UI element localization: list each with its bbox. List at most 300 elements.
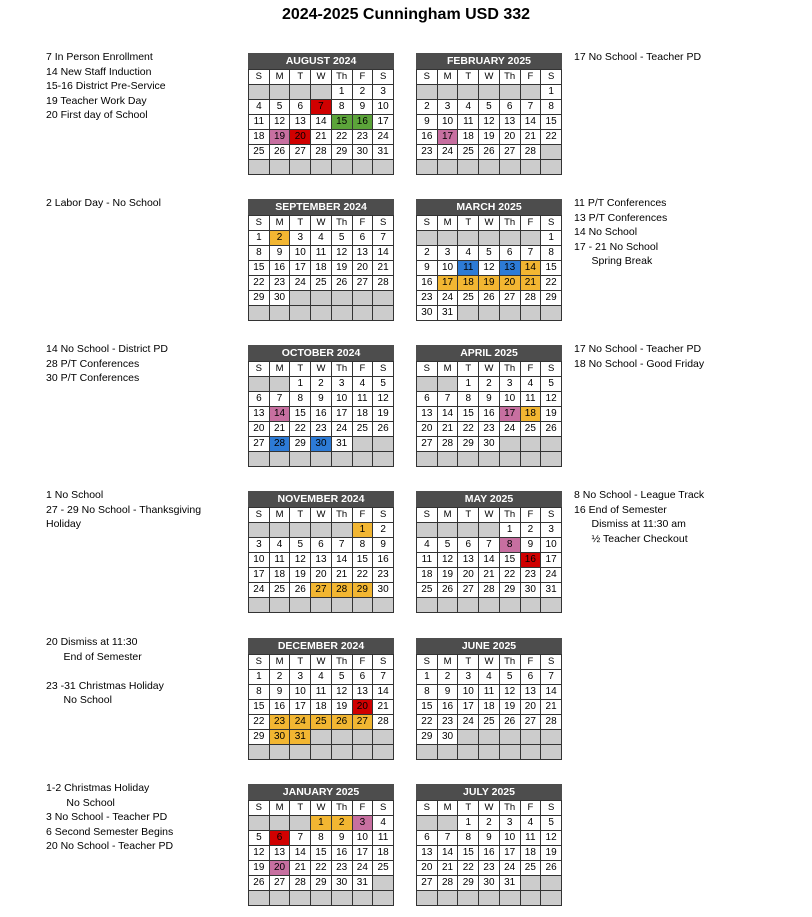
day-cell: 16	[331, 846, 352, 861]
weekday-label: S	[541, 508, 562, 523]
day-cell: 28	[520, 145, 541, 160]
day-cell: 30	[417, 306, 438, 321]
empty-cell	[311, 85, 332, 100]
empty-cell	[331, 160, 352, 175]
day-cell: 20	[311, 568, 332, 583]
notes-april: 17 No School - Teacher PD 18 No School - Good Friday	[574, 343, 705, 370]
day-cell: 29	[311, 876, 332, 891]
day-cell: 26	[479, 145, 500, 160]
day-cell: 19	[437, 568, 458, 583]
empty-cell	[311, 523, 332, 538]
day-cell: 16	[352, 115, 373, 130]
day-cell: 10	[352, 831, 373, 846]
day-cell: 25	[373, 861, 394, 876]
day-cell: 11	[479, 685, 500, 700]
day-cell: 17	[499, 407, 520, 422]
empty-cell	[331, 306, 352, 321]
day-cell: 15	[290, 407, 311, 422]
weekday-label: S	[417, 801, 438, 816]
month-header: JUNE 2025	[416, 638, 562, 654]
day-cell: 18	[417, 568, 438, 583]
day-cell: 14	[331, 553, 352, 568]
empty-cell	[458, 730, 479, 745]
empty-cell	[499, 891, 520, 906]
day-cell: 29	[331, 145, 352, 160]
weekday-label: T	[458, 508, 479, 523]
weekday-label: W	[479, 216, 500, 231]
day-cell: 29	[290, 437, 311, 452]
empty-cell	[352, 598, 373, 613]
month-grid	[416, 69, 562, 175]
day-cell: 3	[499, 816, 520, 831]
empty-cell	[373, 876, 394, 891]
day-cell: 2	[417, 246, 438, 261]
day-cell: 12	[499, 685, 520, 700]
day-cell: 10	[458, 685, 479, 700]
day-cell: 24	[290, 276, 311, 291]
day-cell: 7	[373, 670, 394, 685]
page-title: 2024-2025 Cunningham USD 332	[281, 6, 531, 23]
day-cell: 2	[520, 523, 541, 538]
month-grid	[416, 800, 562, 906]
day-cell: 17	[437, 276, 458, 291]
day-cell: 10	[541, 538, 562, 553]
weekday-label: T	[290, 508, 311, 523]
day-cell: 17	[373, 115, 394, 130]
day-cell: 10	[373, 100, 394, 115]
day-cell: 18	[373, 846, 394, 861]
day-cell: 25	[311, 715, 332, 730]
weekday-label: W	[479, 70, 500, 85]
weekday-label: F	[520, 801, 541, 816]
empty-cell	[373, 730, 394, 745]
day-cell: 5	[249, 831, 270, 846]
empty-cell	[417, 598, 438, 613]
day-cell: 6	[417, 831, 438, 846]
day-cell: 13	[352, 685, 373, 700]
day-cell: 24	[373, 130, 394, 145]
day-cell: 2	[417, 100, 438, 115]
day-cell: 26	[269, 145, 290, 160]
month-grid	[416, 361, 562, 467]
day-cell: 4	[352, 377, 373, 392]
empty-cell	[520, 876, 541, 891]
day-cell: 1	[458, 377, 479, 392]
calendar-february-2025	[416, 53, 562, 175]
day-cell: 5	[499, 670, 520, 685]
day-cell: 15	[249, 700, 270, 715]
day-cell: 11	[520, 831, 541, 846]
day-cell: 8	[541, 100, 562, 115]
empty-cell	[249, 377, 270, 392]
day-cell: 24	[290, 715, 311, 730]
day-cell: 9	[437, 685, 458, 700]
day-cell: 15	[541, 261, 562, 276]
day-cell: 24	[499, 861, 520, 876]
day-cell: 21	[331, 568, 352, 583]
empty-cell	[352, 730, 373, 745]
day-cell: 23	[417, 291, 438, 306]
empty-cell	[249, 452, 270, 467]
empty-cell	[373, 306, 394, 321]
empty-cell	[520, 745, 541, 760]
day-cell: 18	[520, 407, 541, 422]
day-cell: 30	[437, 730, 458, 745]
day-cell: 9	[269, 246, 290, 261]
day-cell: 15	[458, 407, 479, 422]
empty-cell	[269, 306, 290, 321]
day-cell: 27	[269, 876, 290, 891]
day-cell: 30	[373, 583, 394, 598]
day-cell: 8	[352, 538, 373, 553]
day-cell: 26	[373, 422, 394, 437]
empty-cell	[352, 160, 373, 175]
empty-cell	[373, 160, 394, 175]
empty-cell	[541, 306, 562, 321]
day-cell: 7	[437, 392, 458, 407]
day-cell: 14	[520, 115, 541, 130]
day-cell: 18	[479, 700, 500, 715]
day-cell: 21	[520, 276, 541, 291]
day-cell: 28	[311, 145, 332, 160]
day-cell: 15	[311, 846, 332, 861]
empty-cell	[249, 523, 270, 538]
day-cell: 3	[437, 246, 458, 261]
month-grid	[248, 215, 394, 321]
day-cell: 31	[352, 876, 373, 891]
weekday-label: S	[249, 508, 270, 523]
day-cell: 10	[437, 115, 458, 130]
empty-cell	[290, 745, 311, 760]
weekday-label: Th	[499, 216, 520, 231]
day-cell: 4	[520, 377, 541, 392]
weekday-label: T	[290, 70, 311, 85]
day-cell: 27	[249, 437, 270, 452]
day-cell: 15	[499, 553, 520, 568]
day-cell: 1	[352, 523, 373, 538]
day-cell: 17	[290, 700, 311, 715]
weekday-label: M	[269, 508, 290, 523]
month-header: NOVEMBER 2024	[248, 491, 394, 507]
weekday-label: M	[437, 508, 458, 523]
day-cell: 9	[520, 538, 541, 553]
day-cell: 28	[373, 276, 394, 291]
empty-cell	[269, 85, 290, 100]
day-cell: 1	[541, 231, 562, 246]
day-cell: 8	[499, 538, 520, 553]
day-cell: 5	[479, 100, 500, 115]
day-cell: 29	[352, 583, 373, 598]
weekday-label: M	[269, 801, 290, 816]
day-cell: 11	[352, 392, 373, 407]
empty-cell	[499, 745, 520, 760]
day-cell: 27	[458, 583, 479, 598]
calendar-july-2025	[416, 784, 562, 906]
day-cell: 8	[417, 685, 438, 700]
day-cell: 9	[352, 100, 373, 115]
day-cell: 11	[417, 553, 438, 568]
empty-cell	[417, 745, 438, 760]
empty-cell	[290, 598, 311, 613]
day-cell: 2	[437, 670, 458, 685]
day-cell: 21	[290, 861, 311, 876]
weekday-label: S	[249, 362, 270, 377]
day-cell: 2	[269, 670, 290, 685]
day-cell: 12	[249, 846, 270, 861]
empty-cell	[269, 160, 290, 175]
empty-cell	[437, 452, 458, 467]
calendar-january-2025	[248, 784, 394, 906]
day-cell: 30	[269, 291, 290, 306]
day-cell: 5	[541, 816, 562, 831]
day-cell: 17	[290, 261, 311, 276]
weekday-label: S	[249, 801, 270, 816]
empty-cell	[290, 523, 311, 538]
day-cell: 13	[417, 846, 438, 861]
day-cell: 31	[541, 583, 562, 598]
day-cell: 21	[373, 261, 394, 276]
day-cell: 22	[541, 130, 562, 145]
empty-cell	[520, 306, 541, 321]
day-cell: 26	[499, 715, 520, 730]
day-cell: 16	[479, 407, 500, 422]
day-cell: 11	[520, 392, 541, 407]
day-cell: 13	[499, 261, 520, 276]
day-cell: 25	[520, 861, 541, 876]
empty-cell	[417, 85, 438, 100]
day-cell: 6	[269, 831, 290, 846]
weekday-label: T	[458, 216, 479, 231]
calendar-june-2025	[416, 638, 562, 760]
weekday-label: M	[269, 70, 290, 85]
empty-cell	[520, 891, 541, 906]
day-cell: 10	[499, 392, 520, 407]
month-header: SEPTEMBER 2024	[248, 199, 394, 215]
weekday-label: S	[417, 655, 438, 670]
day-cell: 11	[249, 115, 270, 130]
day-cell: 31	[373, 145, 394, 160]
weekday-label: S	[249, 655, 270, 670]
day-cell: 27	[352, 276, 373, 291]
day-cell: 3	[290, 670, 311, 685]
empty-cell	[331, 745, 352, 760]
day-cell: 10	[499, 831, 520, 846]
day-cell: 5	[541, 377, 562, 392]
weekday-label: W	[311, 801, 332, 816]
day-cell: 1	[417, 670, 438, 685]
day-cell: 19	[249, 861, 270, 876]
weekday-label: T	[458, 70, 479, 85]
day-cell: 27	[520, 715, 541, 730]
empty-cell	[499, 85, 520, 100]
empty-cell	[520, 730, 541, 745]
day-cell: 27	[417, 437, 438, 452]
day-cell: 31	[499, 876, 520, 891]
day-cell: 22	[249, 715, 270, 730]
day-cell: 9	[417, 115, 438, 130]
empty-cell	[290, 306, 311, 321]
day-cell: 8	[249, 685, 270, 700]
day-cell: 12	[541, 831, 562, 846]
day-cell: 14	[479, 553, 500, 568]
day-cell: 3	[458, 670, 479, 685]
weekday-label: S	[373, 362, 394, 377]
weekday-label: W	[311, 216, 332, 231]
day-cell: 4	[249, 100, 270, 115]
empty-cell	[458, 891, 479, 906]
empty-cell	[458, 523, 479, 538]
day-cell: 7	[437, 831, 458, 846]
day-cell: 24	[437, 291, 458, 306]
empty-cell	[311, 452, 332, 467]
day-cell: 4	[373, 816, 394, 831]
day-cell: 6	[458, 538, 479, 553]
day-cell: 13	[417, 407, 438, 422]
day-cell: 27	[352, 715, 373, 730]
weekday-label: M	[269, 655, 290, 670]
day-cell: 2	[479, 377, 500, 392]
day-cell: 10	[290, 246, 311, 261]
empty-cell	[249, 160, 270, 175]
day-cell: 1	[290, 377, 311, 392]
day-cell: 24	[331, 422, 352, 437]
day-cell: 15	[352, 553, 373, 568]
day-cell: 12	[290, 553, 311, 568]
notes-december: 20 Dismiss at 11:30 End of Semester 23 -31 Christmas Holiday No School	[46, 636, 164, 707]
month-header: AUGUST 2024	[248, 53, 394, 69]
day-cell: 6	[352, 231, 373, 246]
day-cell: 15	[458, 846, 479, 861]
day-cell: 14	[541, 685, 562, 700]
day-cell: 29	[458, 437, 479, 452]
day-cell: 16	[479, 846, 500, 861]
empty-cell	[499, 598, 520, 613]
empty-cell	[373, 452, 394, 467]
empty-cell	[373, 437, 394, 452]
day-cell: 25	[520, 422, 541, 437]
day-cell: 26	[541, 861, 562, 876]
empty-cell	[458, 85, 479, 100]
empty-cell	[437, 160, 458, 175]
day-cell: 23	[269, 715, 290, 730]
month-grid	[416, 654, 562, 760]
day-cell: 31	[331, 437, 352, 452]
day-cell: 21	[437, 422, 458, 437]
empty-cell	[352, 291, 373, 306]
day-cell: 9	[373, 538, 394, 553]
empty-cell	[479, 231, 500, 246]
day-cell: 18	[269, 568, 290, 583]
empty-cell	[458, 231, 479, 246]
weekday-label: W	[311, 655, 332, 670]
day-cell: 6	[499, 246, 520, 261]
day-cell: 22	[458, 861, 479, 876]
month-header: MARCH 2025	[416, 199, 562, 215]
day-cell: 5	[373, 377, 394, 392]
weekday-label: M	[437, 655, 458, 670]
empty-cell	[269, 452, 290, 467]
empty-cell	[520, 85, 541, 100]
day-cell: 20	[417, 861, 438, 876]
notes-february: 17 No School - Teacher PD	[574, 51, 702, 63]
calendar-december-2024	[248, 638, 394, 760]
empty-cell	[520, 598, 541, 613]
day-cell: 7	[290, 831, 311, 846]
calendar-august-2024	[248, 53, 394, 175]
day-cell: 8	[458, 392, 479, 407]
day-cell: 14	[311, 115, 332, 130]
empty-cell	[479, 306, 500, 321]
weekday-label: Th	[331, 508, 352, 523]
weekday-label: S	[417, 216, 438, 231]
weekday-label: F	[520, 70, 541, 85]
notes-january: 1-2 Christmas Holiday No School 3 No School - Teacher PD 6 Second Semester Begins 20 No School - Teacher PD	[46, 782, 174, 853]
day-cell: 5	[290, 538, 311, 553]
day-cell: 30	[352, 145, 373, 160]
month-header: JANUARY 2025	[248, 784, 394, 800]
day-cell: 1	[499, 523, 520, 538]
empty-cell	[458, 598, 479, 613]
empty-cell	[520, 452, 541, 467]
day-cell: 26	[331, 276, 352, 291]
day-cell: 16	[269, 261, 290, 276]
day-cell: 30	[479, 876, 500, 891]
empty-cell	[249, 891, 270, 906]
day-cell: 3	[373, 85, 394, 100]
day-cell: 22	[541, 276, 562, 291]
weekday-label: S	[541, 655, 562, 670]
day-cell: 24	[249, 583, 270, 598]
day-cell: 15	[541, 115, 562, 130]
day-cell: 14	[269, 407, 290, 422]
weekday-label: S	[417, 70, 438, 85]
day-cell: 9	[269, 685, 290, 700]
day-cell: 28	[541, 715, 562, 730]
day-cell: 16	[311, 407, 332, 422]
day-cell: 23	[479, 861, 500, 876]
day-cell: 17	[331, 407, 352, 422]
empty-cell	[373, 745, 394, 760]
day-cell: 28	[290, 876, 311, 891]
day-cell: 7	[520, 100, 541, 115]
empty-cell	[437, 231, 458, 246]
day-cell: 18	[249, 130, 270, 145]
weekday-label: T	[290, 362, 311, 377]
day-cell: 14	[373, 246, 394, 261]
day-cell: 7	[331, 538, 352, 553]
day-cell: 7	[311, 100, 332, 115]
empty-cell	[249, 816, 270, 831]
empty-cell	[541, 145, 562, 160]
empty-cell	[437, 891, 458, 906]
day-cell: 4	[458, 100, 479, 115]
empty-cell	[269, 598, 290, 613]
weekday-label: Th	[331, 70, 352, 85]
day-cell: 1	[458, 816, 479, 831]
day-cell: 4	[458, 246, 479, 261]
empty-cell	[269, 816, 290, 831]
empty-cell	[479, 730, 500, 745]
day-cell: 1	[249, 670, 270, 685]
day-cell: 13	[269, 846, 290, 861]
notes-march: 11 P/T Conferences 13 P/T Conferences 14 No School 17 - 21 No School Spring Break	[574, 197, 668, 268]
weekday-label: S	[373, 70, 394, 85]
day-cell: 3	[499, 377, 520, 392]
day-cell: 25	[458, 291, 479, 306]
empty-cell	[541, 437, 562, 452]
day-cell: 27	[311, 583, 332, 598]
day-cell: 22	[352, 568, 373, 583]
